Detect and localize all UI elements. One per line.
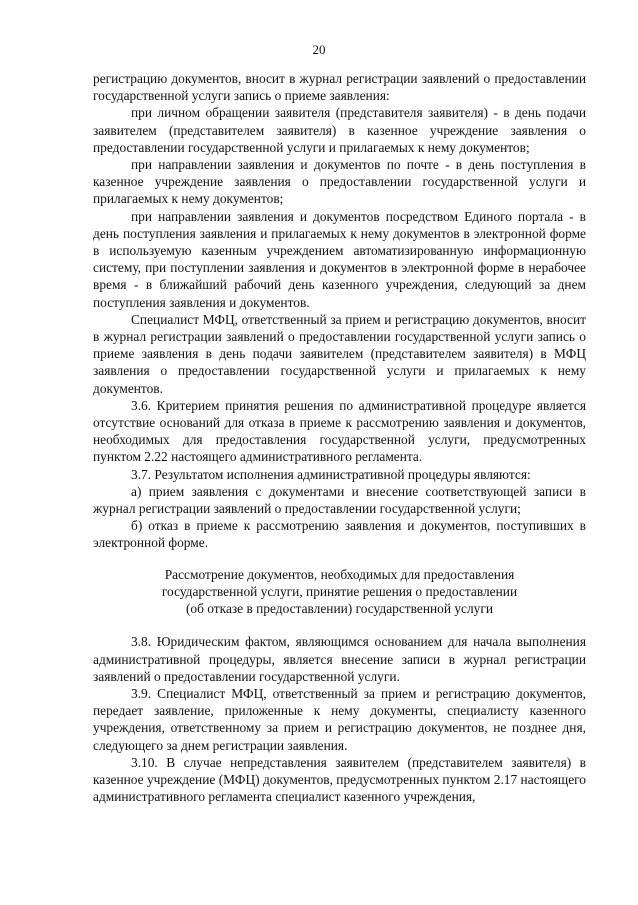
heading-line: (об отказе в предоставлении) государственной услуги xyxy=(185,601,494,617)
section-after xyxy=(93,633,586,805)
paragraph: 3.6. Критерием принятия решения по административной процедуре является отсутствие оснований для отказа в приеме к рассмотрению заявления и документов, необходимых для предоставления государственной услуги, предусмотренных пунктом 2.22 настоящего административного регламента. xyxy=(93,397,586,465)
heading-line: Рассмотрение документов, необходимых для предоставления xyxy=(164,566,515,582)
section-heading xyxy=(93,566,586,618)
paragraph: 3.10. В случае непредставления заявителем (представителем заявителя) в казенное учреждение (МФЦ) документов, предусмотренных пунктом 2.17 настоящего административного регламента специалист казенного учреждения, xyxy=(93,754,586,805)
paragraph: при направлении заявления и документов посредством Единого портала - в день поступления заявления и прилагаемых к нему документов в электронной форме в используемую казенным учреждением автоматизированную информационную систему, при поступлении заявления и документов в электронной форме в нерабочее время - в ближайший рабочий день казенного учреждения, следующий за днем поступления заявления и документов. xyxy=(93,208,586,310)
paragraph: а) прием заявления с документами и внесение соответствующей записи в журнал регистрации заявлений о предоставлении государственной услуги; xyxy=(93,483,586,517)
page-number: 20 xyxy=(312,42,326,57)
paragraph: б) отказ в приеме к рассмотрению заявления и документов, поступивших в электронной форме. xyxy=(93,518,586,551)
section-before xyxy=(93,70,586,552)
paragraph: 3.7. Результатом исполнения административной процедуры являются: xyxy=(131,466,531,482)
paragraph: 3.9. Специалист МФЦ, ответственный за прием и регистрацию документов, передает заявление, приложенные к нему документы, специалисту казенного учреждения, ответственному за прием и регистрацию документов, не позднее дня, следующего за днем регистрации заявления. xyxy=(93,685,586,753)
paragraph: регистрацию документов, вносит в журнал регистрации заявлений о предоставлении государственной услуги запись о приеме заявления: xyxy=(93,71,586,104)
paragraph: при личном обращении заявителя (представителя заявителя) - в день подачи заявителем (представителем заявителя) в казенное учреждение заявления о предоставлении государственной услуги и прилагаемых к нему документов; xyxy=(93,105,586,155)
paragraph: Специалист МФЦ, ответственный за прием и регистрацию документов, вносит в журнал регистрации заявлений о предоставлении государственной услуги запись о приеме заявления в день подачи заявителем (представителем заявителя) в МФЦ заявления о предоставлении государственной услуги и прилагаемых к нему документов. xyxy=(93,311,586,396)
paragraph: 3.8. Юридическим фактом, являющимся основанием для начала выполнения административной процедуры, является внесение записи в журнал регистрации заявлений о предоставлении государственной услуги. xyxy=(93,634,586,684)
paragraph: при направлении заявления и документов по почте - в день поступления в казенное учреждение заявления о предоставлении государственной услуги и прилагаемых к нему документов; xyxy=(93,157,586,207)
heading-line: государственной услуги, принятие решения о предоставлении xyxy=(161,583,518,599)
body-text xyxy=(93,70,586,805)
